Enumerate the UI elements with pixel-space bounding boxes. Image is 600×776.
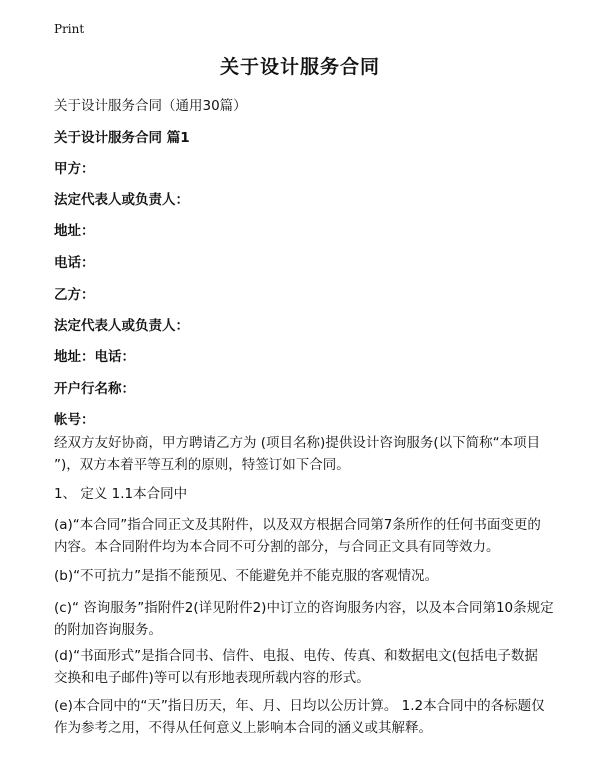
document-subtitle: 关于设计服务合同（通用30篇） [54, 98, 247, 114]
paragraph-line: (b)“不可抗力”是指不能预见、不能避免并不能克服的客观情况。 [54, 568, 439, 584]
paragraph-line: 经双方友好协商，甲方聘请乙方为 (项目名称)提供设计咨询服务(以下简称“本项目 [54, 435, 541, 451]
paragraph-definitions-heading [54, 483, 554, 505]
paragraph-line: 内容。本合同附件均为本合同不可分割的部分，与合同正文具有同等效力。 [54, 539, 500, 555]
paragraph-line: (e)本合同中的“天”指日历天，年、月、日均以公历计算。 1.2本合同中的各标题仅 [54, 698, 545, 714]
paragraph-def-b [54, 565, 554, 587]
field-party-a: 甲方： [54, 161, 95, 177]
paragraph-intro [54, 432, 554, 476]
field-party-b: 乙方： [54, 287, 95, 303]
field-phone-a: 电话： [54, 255, 95, 271]
paragraph-line: (c)“ 咨询服务”指附件2(详见附件2)中订立的咨询服务内容，以及本合同第10条规定 [54, 600, 554, 616]
paragraph-line: (a)“本合同”指合同正文及其附件，以及双方根据合同第7条所作的任何书面变更的 [54, 517, 541, 533]
field-legal-rep-b: 法定代表人或负责人： [54, 318, 189, 334]
document-title: 关于设计服务合同 [219, 56, 380, 78]
paragraph-line: 的附加咨询服务。 [54, 622, 162, 638]
field-legal-rep-a: 法定代表人或负责人： [54, 192, 189, 208]
paragraph-line: ”)，双方本着平等互利的原则，特签订如下合同。 [54, 457, 350, 473]
paragraph-def-c [54, 597, 554, 641]
field-address-phone-b: 地址：电话： [54, 349, 135, 365]
paragraph-def-a [54, 514, 554, 558]
paragraph-line: (d)“书面形式”是指合同书、信件、电报、电传、传真、和数据电文(包括电子数据 [54, 648, 538, 664]
paragraph-line: 作为参考之用，不得从任何意义上影响本合同的涵义或其解释。 [54, 720, 432, 736]
field-bank-name: 开户行名称： [54, 381, 135, 397]
paragraph-line: 交换和电子邮件)等可以有形地表现所载内容的形式。 [54, 670, 370, 686]
print-label: Print [54, 22, 85, 36]
section-title: 关于设计服务合同 篇1 [54, 130, 190, 146]
field-address-a: 地址： [54, 223, 95, 239]
paragraph-def-d [54, 645, 554, 689]
paragraph-def-e [54, 695, 554, 739]
field-account-number: 帐号： [54, 412, 95, 428]
paragraph-line: 1、 定义 1.1本合同中 [54, 486, 188, 502]
